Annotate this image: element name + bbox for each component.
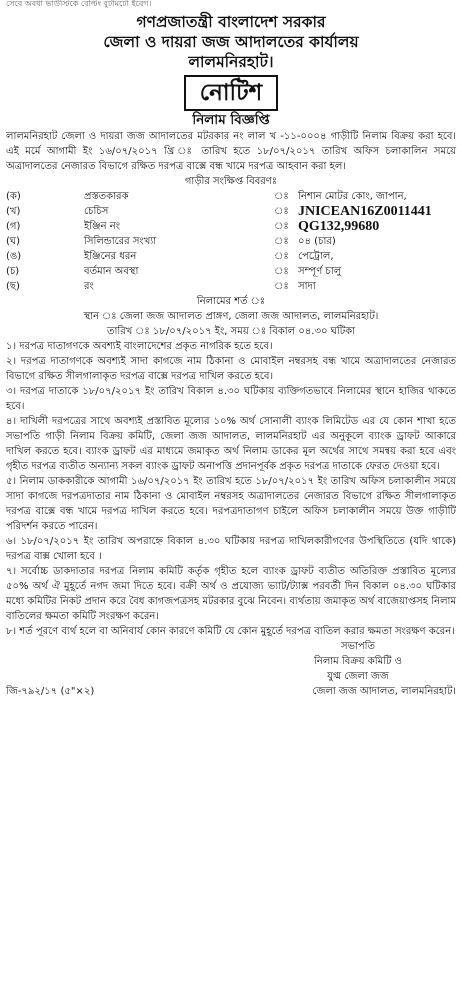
intro-paragraph: লালমনিরহাট জেলা ও দায়রা জজ আদালতের মটরকার নং লাল খ -১১-০০০৪ গাড়ীটি নিলাম বিক্রয় করা হবে। এই মর্মে আগামী ইং ১৬/০৭/২০১৭ খ্রি ঃ তারিখ হতে ১৮/০৭/২০১৭ তারিখ অফিস চলাকালিন সময়ে অত্রাদালতের নেজারত বিভাগে রক্ষিত দরপত্র বাক্সে বন্ধ খামে দরপত্র আহবান করা হল। xyxy=(6,131,456,172)
conditions-list xyxy=(6,339,456,639)
spec-row xyxy=(6,234,456,249)
spec-separator: ঃ xyxy=(274,191,289,202)
govt-title: গণপ্রজাতন্ত্রী বাংলাদেশ সরকার xyxy=(136,13,326,31)
spec-value: ০৪ (চার) xyxy=(298,236,336,247)
signature-designation: যুগ্ম জেলা জজ xyxy=(327,671,389,682)
spec-label: ইঞ্জিনের ধরন xyxy=(84,251,137,262)
signature-block xyxy=(258,639,458,684)
spec-key: (ক) xyxy=(6,191,21,202)
spec-label: রং xyxy=(84,281,94,292)
reference-number: জি-৭৯২/১৭ (৫"×২) xyxy=(6,686,95,697)
spec-separator: ঃ xyxy=(274,281,289,292)
spec-separator: ঃ xyxy=(274,266,289,277)
notice-heading: নোটিশ xyxy=(184,75,278,111)
spec-separator: ঃ xyxy=(274,206,289,217)
spec-key: (ছ) xyxy=(6,281,20,292)
spec-key: (ঘ) xyxy=(6,236,20,247)
spec-row xyxy=(6,249,456,264)
cut-off-text: সেবে অবধা ভাউস্টিকে বেল্টিং বুটমিটো ইবেগ। xyxy=(6,0,152,8)
spec-label: চেচিস xyxy=(84,206,109,217)
spec-value: QG132,99680 xyxy=(298,219,380,234)
auction-venue: স্থান ঃ জেলা জজ আদালত প্রাঙ্গণ, জেলা জজ আদালত, লালমনিরহাট। xyxy=(83,311,379,322)
signature-office: জেলা জজ আদালত, লালমনিরহাট। xyxy=(312,686,456,697)
district-title: লালমনিরহাট। xyxy=(188,53,274,71)
spec-value: পেট্রোল, xyxy=(298,251,334,262)
spec-key: (চ) xyxy=(6,266,20,277)
vehicle-spec-table xyxy=(6,189,456,294)
signature-committee: নিলাম বিক্রয় কমিটি ও xyxy=(313,656,403,667)
condition-item: ২। দরপত্র দাতাগণকে অবশ্যই সাদা কাগজে নাম ঠিকানা ও মোবাইল নম্বরসহ বন্ধ খামে অত্রাদালতের নেজারত বিভাগে রক্ষিত সীলগালাকৃত দরপত্র বাক্সে দরপত্র দাখিল করতে হবে। xyxy=(6,356,456,382)
spec-label: প্রস্ততকারক xyxy=(84,191,129,202)
condition-item: ৭। সর্বোচ্চ ডাকদাতার দরপত্র নিলাম কমিটি কর্তৃক গৃহীত হলে ব্যাংক ড্রাফট ব্যতীত অতিরিক্ত প্রস্তাবিত মূল্যের ৫০% অর্থ ঐ মুহূর্তে নগদ জমা দিতে হবে। বক্রী অর্থ ও প্রযোজ্য ভ্যাট/ট্যাক্স পরবর্তী দিন বিকাল ০৪.৩০ ঘটিকার মধ্যে কমিটির নিকট প্রদান করে বৈধ কাগজপত্রসহ মটরকার বুঝে নিবেন। ব্যর্থতায় জমাকৃত অর্থ বাজেয়াপ্তসহ নিলাম বাতিলের ক্ষমতা কমিটি সংরক্ষণ করেন। xyxy=(6,566,456,622)
condition-item: ৬। ১৮/০৭/২০১৭ ইং তারিখ অপরাহ্নে বিকাল ৪.৩০ ঘটিকায় দরপত্র দাখিলকারীগণের উপস্থিতিতে (যদি থাকে) দরপত্র বাক্স খোলা হবে । xyxy=(6,536,456,562)
signature-title: সভাপতি xyxy=(340,641,376,652)
spec-value: সম্পূর্ণ চালু xyxy=(298,266,342,277)
spec-label: সিলিন্ডারের সংখ্যা xyxy=(84,236,157,247)
spec-row xyxy=(6,279,456,294)
spec-separator: ঃ xyxy=(274,236,289,247)
auction-subtitle: নিলাম বিজ্ঞপ্তি xyxy=(192,112,270,128)
spec-title: গাড়ীর সংক্ষিপ্ত বিবরণঃ xyxy=(184,176,278,187)
office-title: জেলা ও দায়রা জজ আদালতের কার্যালয় xyxy=(103,33,359,51)
condition-item: ৮। শর্ত পূরণে ব্যর্থ হলে বা অনিবার্য কোন কারণে কমিটি যে কোন মুহূর্তে দরপত্র বাতিল করার ক্ষমতা সংরক্ষণ করেন। xyxy=(6,626,455,637)
spec-key: (গ) xyxy=(6,221,21,232)
spec-row xyxy=(6,189,456,204)
spec-row xyxy=(6,219,456,234)
spec-row xyxy=(6,204,456,219)
condition-item: ৫। নিলাম ডাককারীকে আগামী ১৬/০৭/২০১৭ ইং তারিখ হতে ১৮/০৭/২০১৭ ইং তারিখ অফিস চলাকালীন সময়ে সাদা কাগজে দরপত্রদাতার নাম ঠিকানা ও মোবাইল নম্বরসহ অত্রাদালতের নেজারত বিভাগে রক্ষিত সীলগালাকৃত দরপত্র বাক্সে বন্ধ খামে দরপত্র দাখিল করতে হবে। দরপত্রদাতাগণ চাইলে অফিস চলাকালীন সময়ে উক্ত গাড়ীটি পরিদর্শন করতে পারেন। xyxy=(6,476,456,532)
spec-key: (ঙ) xyxy=(6,251,22,262)
spec-row xyxy=(6,264,456,279)
condition-item: ১। দরপত্র দাতাগণকে অবশ্যই বাংলাদেশের প্রকৃত নাগরিক হতে হবে। xyxy=(6,341,273,352)
condition-item: ৩। দরপত্র দাতাকে ১৮/০৭/২০১৭ ইং তারিখ বিকাল ৪.৩০ ঘটিকায় ব্যক্তিগতভাবে নিলামের স্থানে হাজির থাকতে হবে। xyxy=(6,386,456,412)
conditions-title: নিলামের শর্ত ঃ xyxy=(196,296,266,307)
spec-value: সাদা xyxy=(298,281,316,292)
spec-key: (খ) xyxy=(6,206,21,217)
spec-label: বর্তমান অবস্থা xyxy=(84,266,139,277)
spec-value: নিশান মোটর কোং, জাপান, xyxy=(298,191,407,202)
auction-datetime: তারিখ ঃ ১৮/০৭/২০১৭ ইং, সময় ঃ বিকাল ০৪.৩০ ঘটিকা xyxy=(106,326,356,337)
spec-separator: ঃ xyxy=(274,221,289,232)
footer xyxy=(6,684,456,699)
spec-label: ইঞ্জিন নং xyxy=(84,221,121,232)
spec-separator: ঃ xyxy=(274,251,289,262)
spec-value: JNICEAN16Z0011441 xyxy=(298,204,432,219)
condition-item: ৪। দাখিলী দরপত্রের সাথে অবশ্যই প্রস্তাবিত মূল্যের ১০% অর্থ সোনালী ব্যাংক লিমিটেড এর যে কোন শাখা হতে সভাপতি গাড়ী নিলাম বিক্রয় কমিটি, জেলা জজ আদালত, লালমনিরহাট এর অনুকূলে ব্যাংক ড্রাফট আকারে দাখিল করতে হবে। ব্যাংক ড্রাফট এর মাধ্যমে জমাকৃত অর্থ নিলাম ডাকের মূল অর্থের সাথে সমন্বয় করা হবে এবং গৃহীত দরপত্র ব্যতীত অন্যান্য সকল ব্যাংক ড্রাফট অনাপত্তি প্রদানপূর্বক প্রকৃত দরপত্র দাতাকে ফেরত দেওয়া হবে। xyxy=(6,416,456,472)
